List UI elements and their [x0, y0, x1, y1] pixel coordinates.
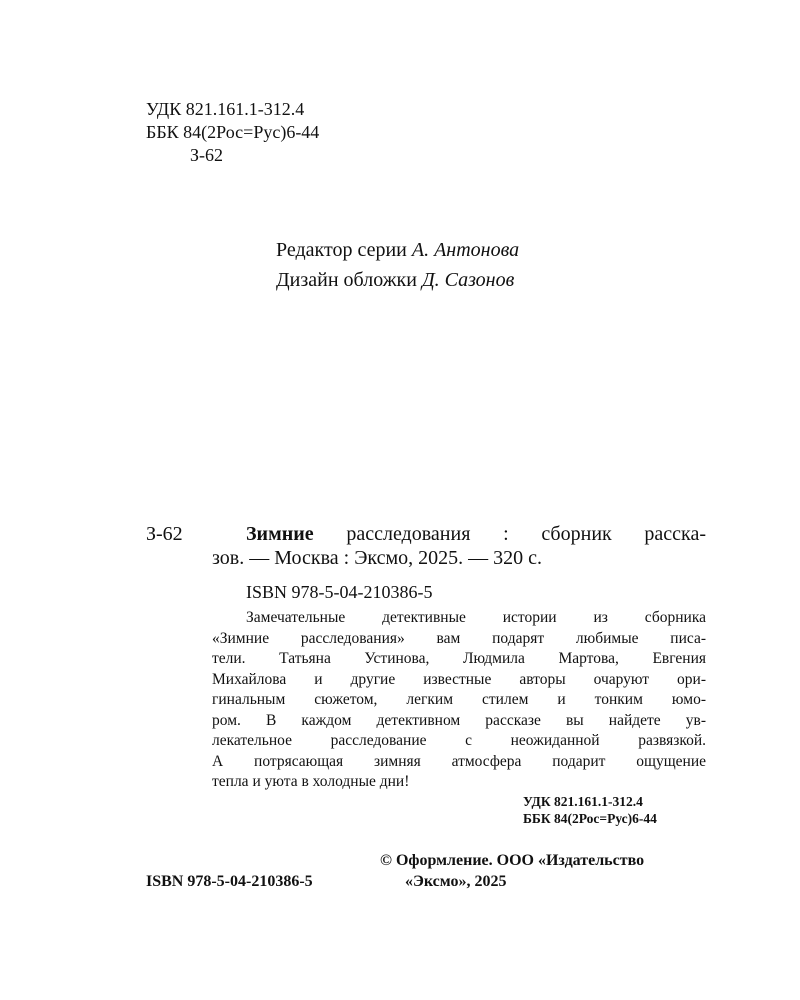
copyright-line-1: © Оформление. ООО «Издательство — [380, 852, 645, 869]
abstract-line: лекательное расследование с неожиданной развязкой. — [212, 732, 706, 749]
copyright-line-2: «Эксмо», 2025 — [405, 873, 507, 890]
abstract-line: ром. В каждом детективном рассказе вы найдете ув- — [212, 711, 706, 729]
book-title-rest: расследования : сборник расска- — [346, 523, 706, 545]
abstract-line: «Зимние расследования» вам подарят любимые писа- — [212, 629, 706, 647]
abstract-line: Михайлова и другие известные авторы очаруют ори- — [212, 670, 706, 688]
catalog-isbn: ISBN 978-5-04-210386-5 — [246, 582, 433, 602]
series-editor-name: А. Антонова — [411, 239, 520, 261]
bbk-code-bottom: ББК 84(2Рос=Рус)6-44 — [523, 811, 657, 826]
catalog-title-line-1 — [246, 522, 706, 546]
udk-code: УДК 821.161.1-312.4 — [146, 99, 305, 119]
abstract-line: А потрясающая зимняя атмосфера подарит ощущение — [212, 752, 706, 770]
abstract-line: тели. Татьяна Устинова, Людмила Мартова, Евгения — [212, 650, 706, 667]
author-code: З-62 — [190, 145, 224, 165]
cover-designer-credit — [276, 268, 514, 292]
abstract-line: гинальным сюжетом, легким стилем и тонким юмо- — [212, 691, 706, 708]
udk-code-bottom: УДК 821.161.1-312.4 — [523, 794, 643, 809]
catalog-card-code: З-62 — [146, 523, 183, 545]
cover-designer-label: Дизайн обложки — [276, 269, 417, 291]
footer-isbn: ISBN 978-5-04-210386-5 — [146, 873, 313, 890]
catalog-title-line-2: зов. — Москва : Эксмо, 2025. — 320 с. — [212, 547, 543, 569]
cover-designer-name: Д. Сазонов — [421, 269, 515, 291]
series-editor-credit — [276, 238, 519, 262]
abstract-line: тепла и уюта в холодные дни! — [212, 773, 410, 790]
book-title-bold: Зимние — [246, 523, 314, 545]
series-editor-label: Редактор серии — [276, 239, 407, 261]
abstract-line: Замечательные детективные истории из сборника — [246, 609, 706, 626]
bbk-code: ББК 84(2Рос=Рус)6-44 — [146, 122, 320, 142]
book-abstract — [212, 608, 706, 793]
